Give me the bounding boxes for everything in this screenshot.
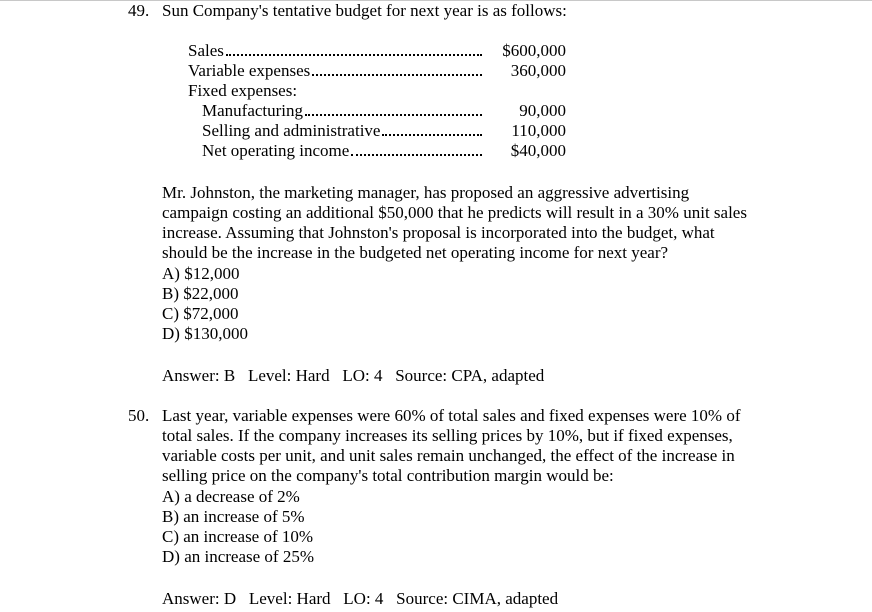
budget-amount: 110,000 <box>511 121 566 140</box>
leader-dots <box>312 74 482 76</box>
leader-dots <box>351 154 482 156</box>
budget-label: Selling and administrative <box>202 121 381 140</box>
q50-answer: Answer: D Level: Hard LO: 4 Source: CIMA, adapted <box>162 589 559 608</box>
q50-number: 50. <box>128 406 150 425</box>
budget-amount: 90,000 <box>519 101 566 120</box>
leader-dots <box>382 134 482 136</box>
q49-body-line: should be the increase in the budgeted net operating income for next year? <box>162 243 669 262</box>
q50-choice-c: C) an increase of 10% <box>162 527 314 546</box>
q50-body-line: Last year, variable expenses were 60% of total sales and fixed expenses were 10% of <box>162 406 741 425</box>
budget-row-variable-expenses <box>188 61 484 81</box>
leader-dots <box>305 114 482 116</box>
q49-choice-d: D) $130,000 <box>162 324 248 343</box>
q49-choice-a: A) $12,000 <box>162 264 240 283</box>
budget-label: Sales <box>188 41 224 60</box>
q49-body-line: Mr. Johnston, the marketing manager, has proposed an aggressive advertising <box>162 183 690 202</box>
budget-row-sales <box>188 41 484 61</box>
budget-amount: $40,000 <box>510 141 566 160</box>
q49-choice-c: C) $72,000 <box>162 304 239 323</box>
budget-row-fixed-expenses: Fixed expenses: <box>188 81 298 100</box>
q49-body-line: campaign costing an additional $50,000 that he predicts will result in a 30% unit sales <box>162 203 747 222</box>
q49-intro: Sun Company's tentative budget for next year is as follows: <box>162 1 567 20</box>
budget-row-net-operating-income <box>202 141 484 161</box>
q50-choice-b: B) an increase of 5% <box>162 507 305 526</box>
q49-body-line: increase. Assuming that Johnston's proposal is incorporated into the budget, what <box>162 223 715 242</box>
q50-choice-a: A) a decrease of 2% <box>162 487 300 506</box>
q49-choice-b: B) $22,000 <box>162 284 239 303</box>
budget-label: Net operating income <box>202 141 350 160</box>
q50-choice-d: D) an increase of 25% <box>162 547 314 566</box>
q50-body-line: total sales. If the company increases its selling prices by 10%, but if fixed expenses, <box>162 426 733 445</box>
leader-dots <box>226 54 482 56</box>
q49-answer: Answer: B Level: Hard LO: 4 Source: CPA, adapted <box>162 366 545 385</box>
budget-amount: $600,000 <box>502 41 566 60</box>
budget-label: Manufacturing <box>202 101 304 120</box>
budget-row-selling-admin <box>202 121 484 141</box>
q49-number: 49. <box>128 1 150 20</box>
q50-body-line: selling price on the company's total contribution margin would be: <box>162 466 614 485</box>
budget-row-manufacturing <box>202 101 484 121</box>
budget-label: Variable expenses <box>188 61 311 80</box>
budget-amount: 360,000 <box>510 61 566 80</box>
q50-body-line: variable costs per unit, and unit sales remain unchanged, the effect of the increase in <box>162 446 735 465</box>
